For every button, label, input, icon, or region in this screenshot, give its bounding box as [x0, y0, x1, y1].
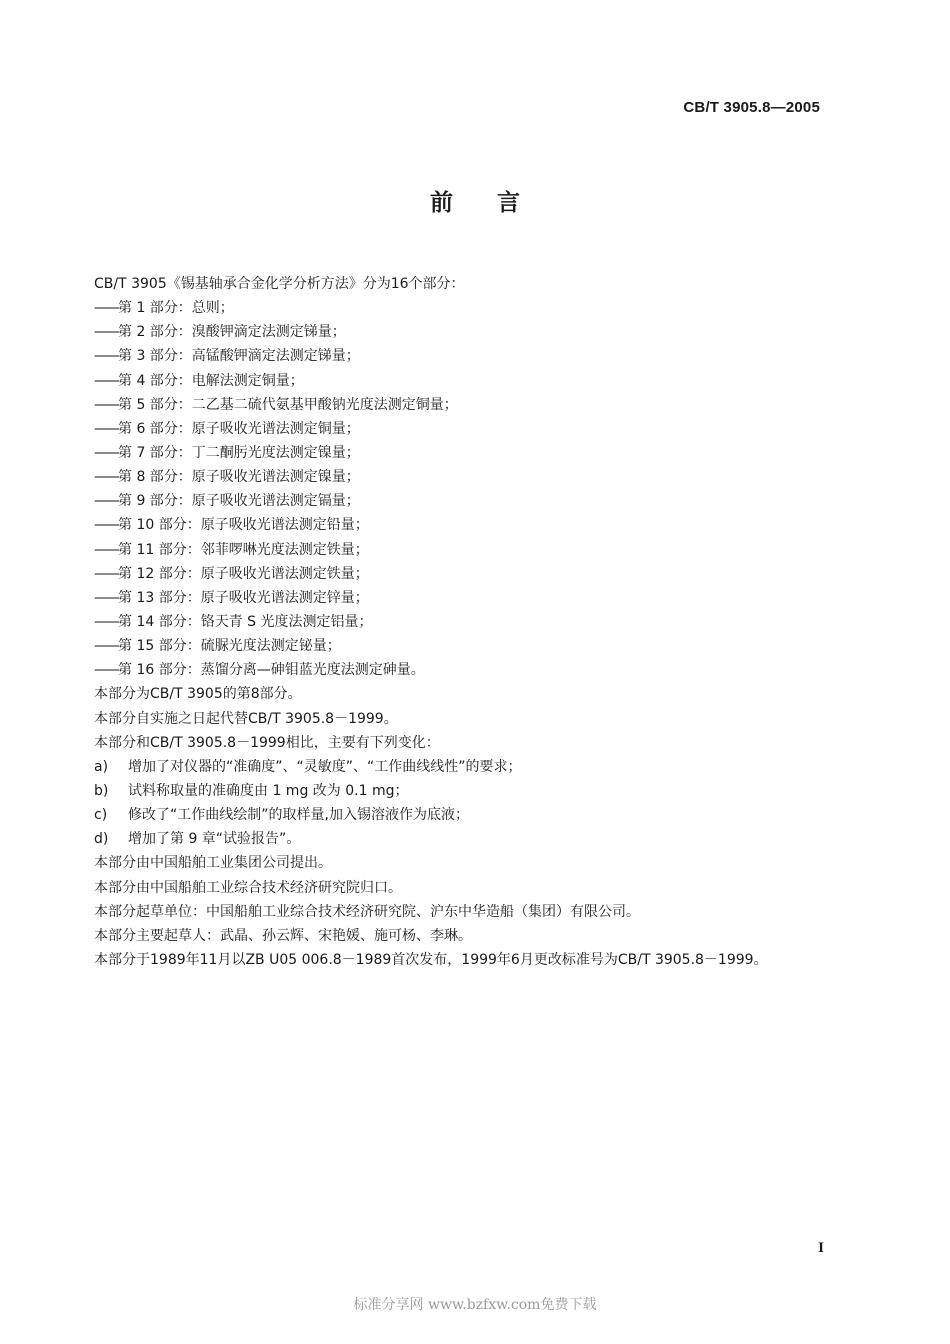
change-letter: c)	[94, 807, 108, 824]
change-letter: a)	[94, 758, 109, 775]
list-dash: ——	[94, 300, 118, 317]
list-dash: ——	[94, 372, 118, 389]
part-text: 第 5 部分：二乙基二硫代氨基甲酸钠光度法测定铜量；	[118, 396, 458, 413]
list-dash: ——	[94, 444, 118, 461]
list-item	[94, 513, 854, 537]
list-item	[94, 610, 854, 634]
list-item	[94, 658, 854, 682]
list-dash: ——	[94, 589, 118, 606]
list-item	[94, 803, 854, 827]
list-dash: ——	[94, 493, 118, 510]
list-item	[94, 393, 854, 417]
proposed-by-statement: 本部分由中国船舶工业集团公司提出。	[94, 855, 332, 872]
document-body	[94, 272, 854, 972]
change-letter: b)	[94, 782, 109, 799]
list-dash: ——	[94, 541, 118, 558]
part-text: 第 9 部分：原子吸收光谱法测定镉量；	[118, 493, 360, 510]
list-dash: ——	[94, 420, 118, 437]
part-text: 第 14 部分：铬天青 S 光度法测定铝量；	[118, 613, 373, 630]
comparison-statement: 本部分和CB/T 3905.8－1999相比，主要有下列变化：	[94, 734, 440, 751]
part-text: 第 15 部分：硫脲光度法测定铋量；	[118, 638, 341, 655]
list-dash: ——	[94, 324, 118, 341]
standard-code: CB/T 3905.8—2005	[683, 99, 820, 116]
part-text: 第 10 部分：原子吸收光谱法测定铅量；	[118, 517, 369, 534]
part-text: 第 13 部分：原子吸收光谱法测定锌量；	[118, 589, 369, 606]
page-title: 前 言	[429, 190, 538, 216]
list-item	[94, 344, 854, 368]
drafting-units-statement: 本部分起草单位：中国船舶工业综合技术经济研究院、沪东中华造船（集团）有限公司。	[94, 903, 640, 920]
list-dash: ——	[94, 638, 118, 655]
parts-list	[94, 296, 854, 682]
change-text: 增加了第 9 章“试验报告”。	[128, 831, 301, 848]
list-item	[94, 755, 854, 779]
list-item	[94, 489, 854, 513]
change-text: 试料称取量的准确度由 1 mg 改为 0.1 mg；	[128, 782, 409, 799]
changes-list	[94, 755, 854, 852]
list-item	[94, 827, 854, 851]
part-text: 第 2 部分：溴酸钾滴定法测定锑量；	[118, 324, 346, 341]
part-text: 第 8 部分：原子吸收光谱法测定镍量；	[118, 469, 360, 486]
part-text: 第 12 部分：原子吸收光谱法测定铁量；	[118, 565, 369, 582]
list-dash: ——	[94, 613, 118, 630]
history-statement: 本部分于1989年11月以ZB U05 006.8－1989首次发布，1999年6月更改标准号为CB/T 3905.8－1999。	[94, 951, 768, 968]
intro-line: CB/T 3905《锡基轴承合金化学分析方法》分为16个部分：	[94, 276, 465, 292]
list-dash: ——	[94, 565, 118, 582]
watermark: 标准分享网 www.bzfxw.com免费下载	[353, 1297, 597, 1313]
part-text: 第 1 部分：总则；	[118, 300, 234, 317]
list-item	[94, 586, 854, 610]
list-item	[94, 296, 854, 320]
replaces-statement: 本部分自实施之日起代替CB/T 3905.8－1999。	[94, 710, 398, 727]
change-text: 修改了“工作曲线绘制”的取样量,加入锡溶液作为底液；	[128, 807, 469, 824]
list-item	[94, 441, 854, 465]
part-text: 第 16 部分：蒸馏分离—砷钼蓝光度法测定砷量。	[118, 662, 425, 679]
list-item	[94, 320, 854, 344]
list-item	[94, 538, 854, 562]
list-dash: ——	[94, 517, 118, 534]
drafters-statement: 本部分主要起草人：武晶、孙云辉、宋艳媛、施可杨、李琳。	[94, 927, 472, 944]
part-text: 第 4 部分：电解法测定铜量；	[118, 372, 304, 389]
part-text: 第 3 部分：高锰酸钾滴定法测定锑量；	[118, 348, 360, 365]
list-dash: ——	[94, 396, 118, 413]
list-dash: ——	[94, 662, 118, 679]
list-item	[94, 465, 854, 489]
part-text: 第 6 部分：原子吸收光谱法测定铜量；	[118, 420, 360, 437]
list-item	[94, 369, 854, 393]
this-part-statement: 本部分为CB/T 3905的第8部分。	[94, 686, 302, 703]
part-text: 第 11 部分：邻菲啰啉光度法测定铁量；	[118, 541, 369, 558]
page-number: I	[818, 1240, 824, 1256]
part-text: 第 7 部分：丁二酮肟光度法测定镍量；	[118, 444, 360, 461]
list-item	[94, 417, 854, 441]
list-item	[94, 634, 854, 658]
list-dash: ——	[94, 469, 118, 486]
change-text: 增加了对仪器的“准确度”、“灵敏度”、“工作曲线线性”的要求；	[128, 758, 522, 775]
list-item	[94, 779, 854, 803]
change-letter: d)	[94, 831, 109, 848]
centralized-by-statement: 本部分由中国船舶工业综合技术经济研究院归口。	[94, 879, 402, 896]
list-item	[94, 562, 854, 586]
list-dash: ——	[94, 348, 118, 365]
